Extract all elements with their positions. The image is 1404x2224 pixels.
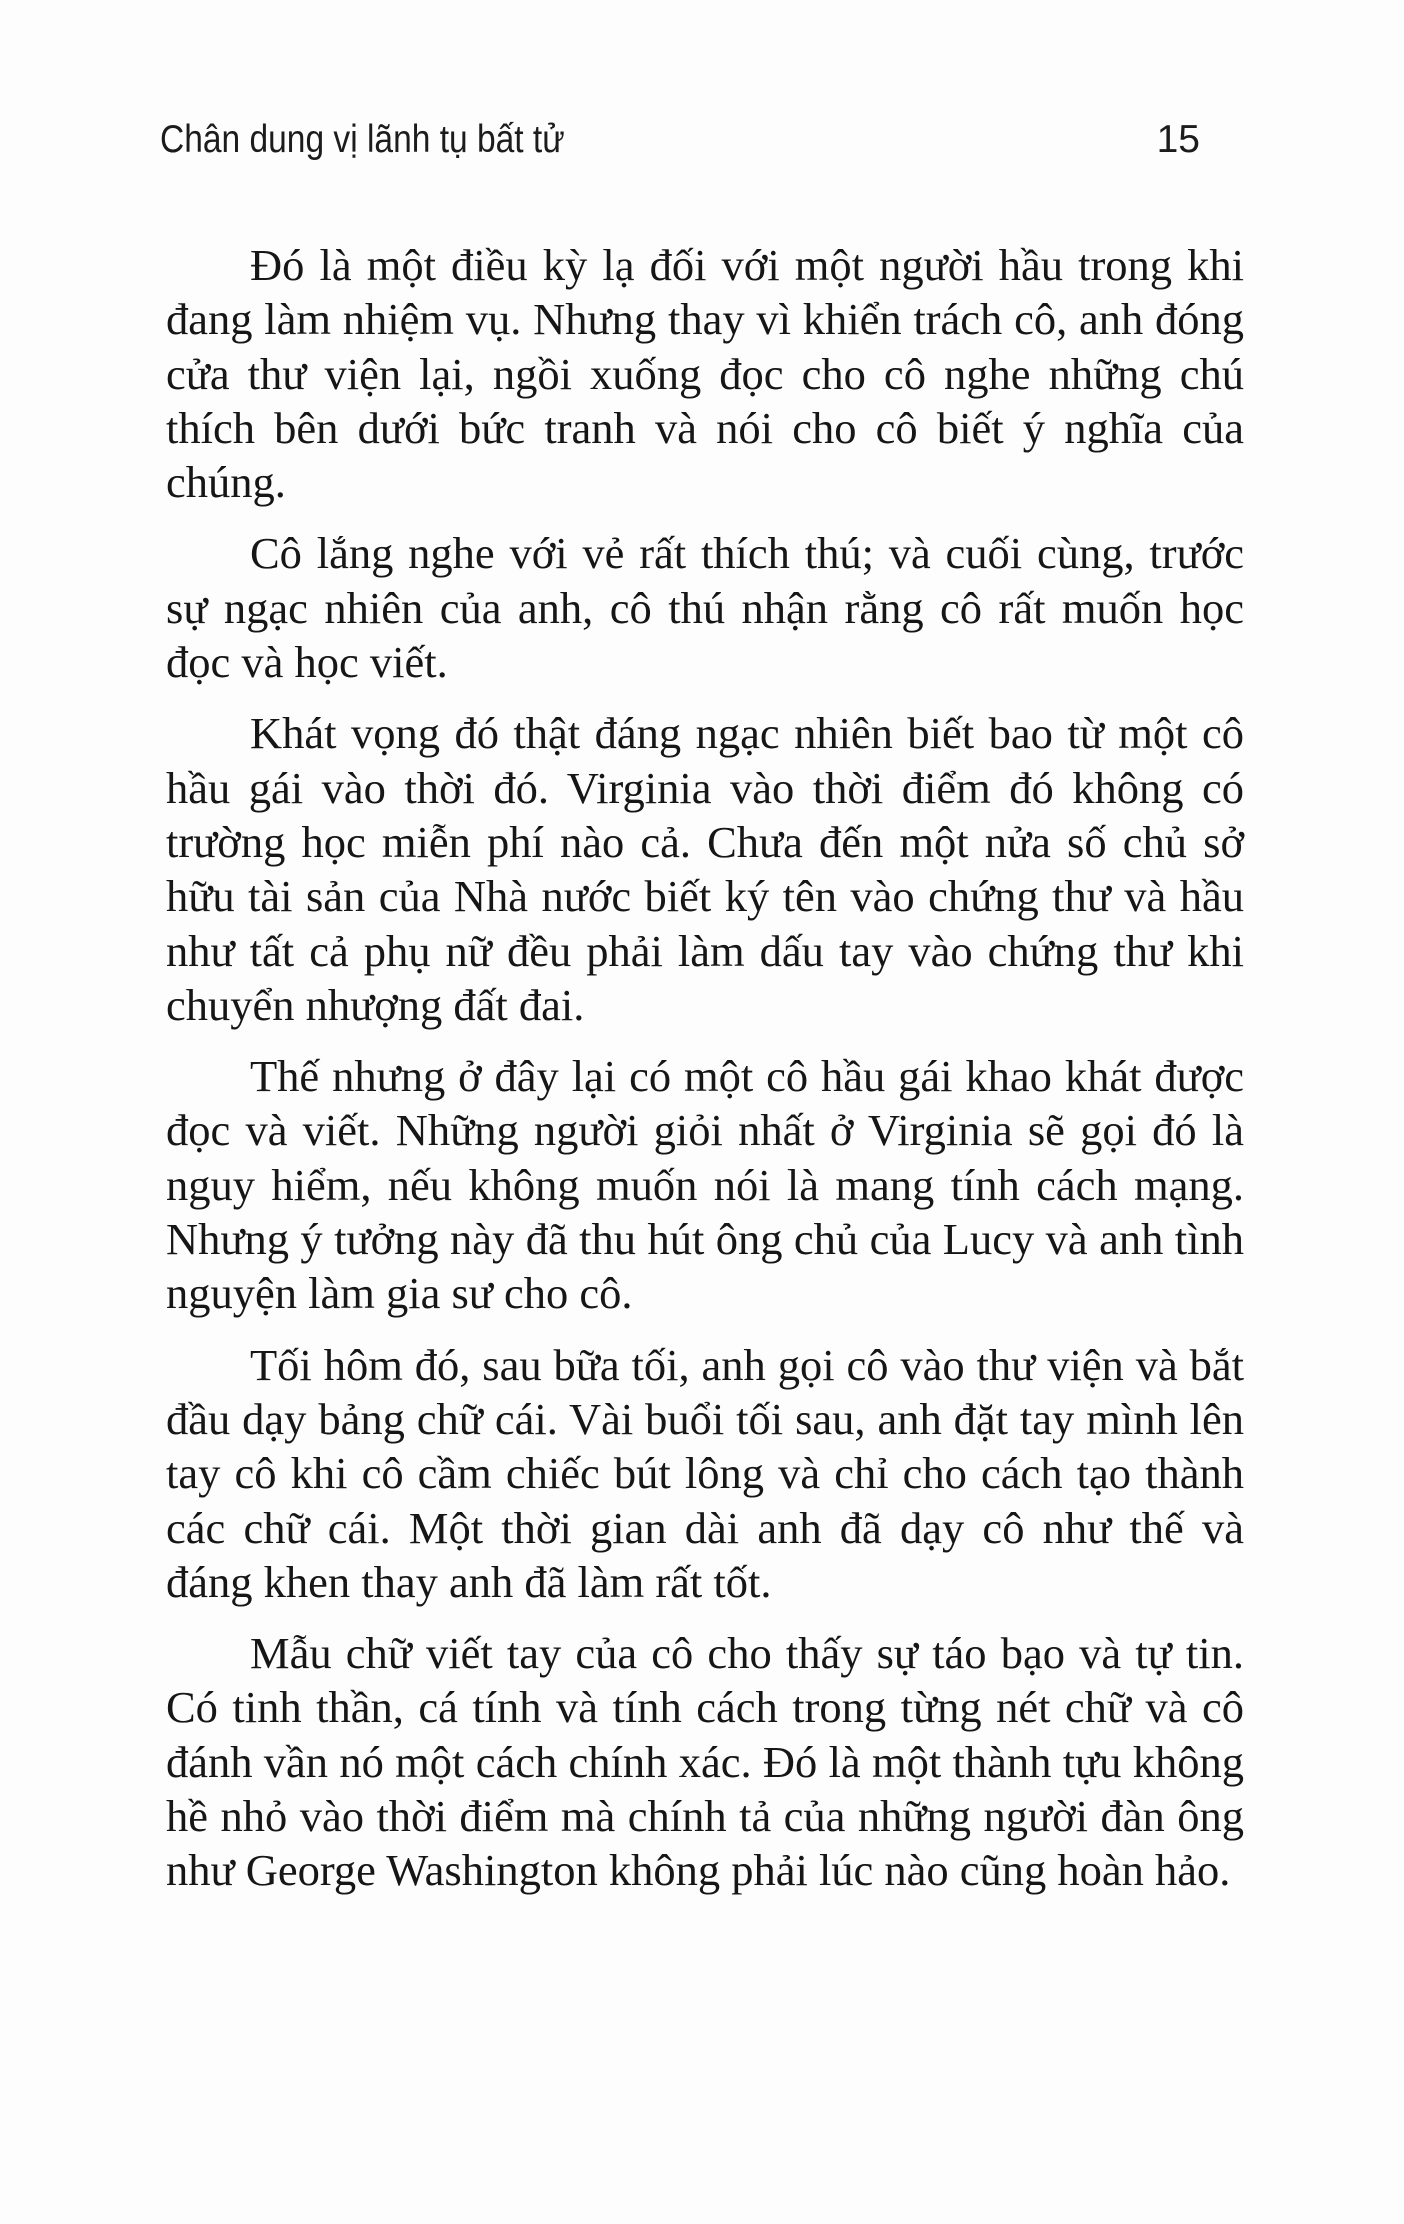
paragraph-5: Tối hôm đó, sau bữa tối, anh gọi cô vào thư viện và bắt đầu dạy bảng chữ cái. Vài buổi tối sau, anh đặt tay mình lên tay cô khi cô cầm chiếc bút lông và chỉ cho cách tạo thành các chữ cái. Một thời gian dài anh đã dạy cô như thế và đáng khen thay anh đã làm rất tốt.	[166, 1339, 1244, 1607]
body-text	[166, 238, 1244, 1915]
page-header	[160, 118, 1200, 178]
paragraph-1: Đó là một điều kỳ lạ đối với một người hầu trong khi đang làm nhiệm vụ. Nhưng thay vì khiển trách cô, anh đóng cửa thư viện lại, ngồi xuống đọc cho cô nghe những chú thích bên dưới bức tranh và nói cho cô biết ý nghĩa của chúng.	[166, 240, 1244, 508]
paragraph-2: Cô lắng nghe với vẻ rất thích thú; và cuối cùng, trước sự ngạc nhiên của anh, cô thú nhận rằng cô rất muốn học đọc và học viết.	[166, 528, 1244, 688]
paragraph-3: Khát vọng đó thật đáng ngạc nhiên biết bao từ một cô hầu gái vào thời đó. Virginia vào thời điểm đó không có trường học miễn phí nào cả. Chưa đến một nửa số chủ sở hữu tài sản của Nhà nước biết ký tên vào chứng thư và hầu như tất cả phụ nữ đều phải làm dấu tay vào chứng thư khi chuyển nhượng đất đai.	[166, 708, 1244, 1030]
page-number: 15	[1156, 118, 1200, 161]
paragraph-4: Thế nhưng ở đây lại có một cô hầu gái khao khát được đọc và viết. Những người giỏi nhất ở Virginia sẽ gọi đó là nguy hiểm, nếu không muốn nói là mang tính cách mạng. Nhưng ý tưởng này đã thu hút ông chủ của Lucy và anh tình nguyện làm gia sư cho cô.	[166, 1051, 1244, 1319]
running-title: Chân dung vị lãnh tụ bất tử	[160, 118, 565, 161]
paragraph-6: Mẫu chữ viết tay của cô cho thấy sự táo bạo và tự tin. Có tinh thần, cá tính và tính cách trong từng nét chữ và cô đánh vần nó một cách chính xác. Đó là một thành tựu không hề nhỏ vào thời điểm mà chính tả của những người đàn ông như George Washington không phải lúc nào cũng hoàn hảo.	[166, 1628, 1244, 1896]
